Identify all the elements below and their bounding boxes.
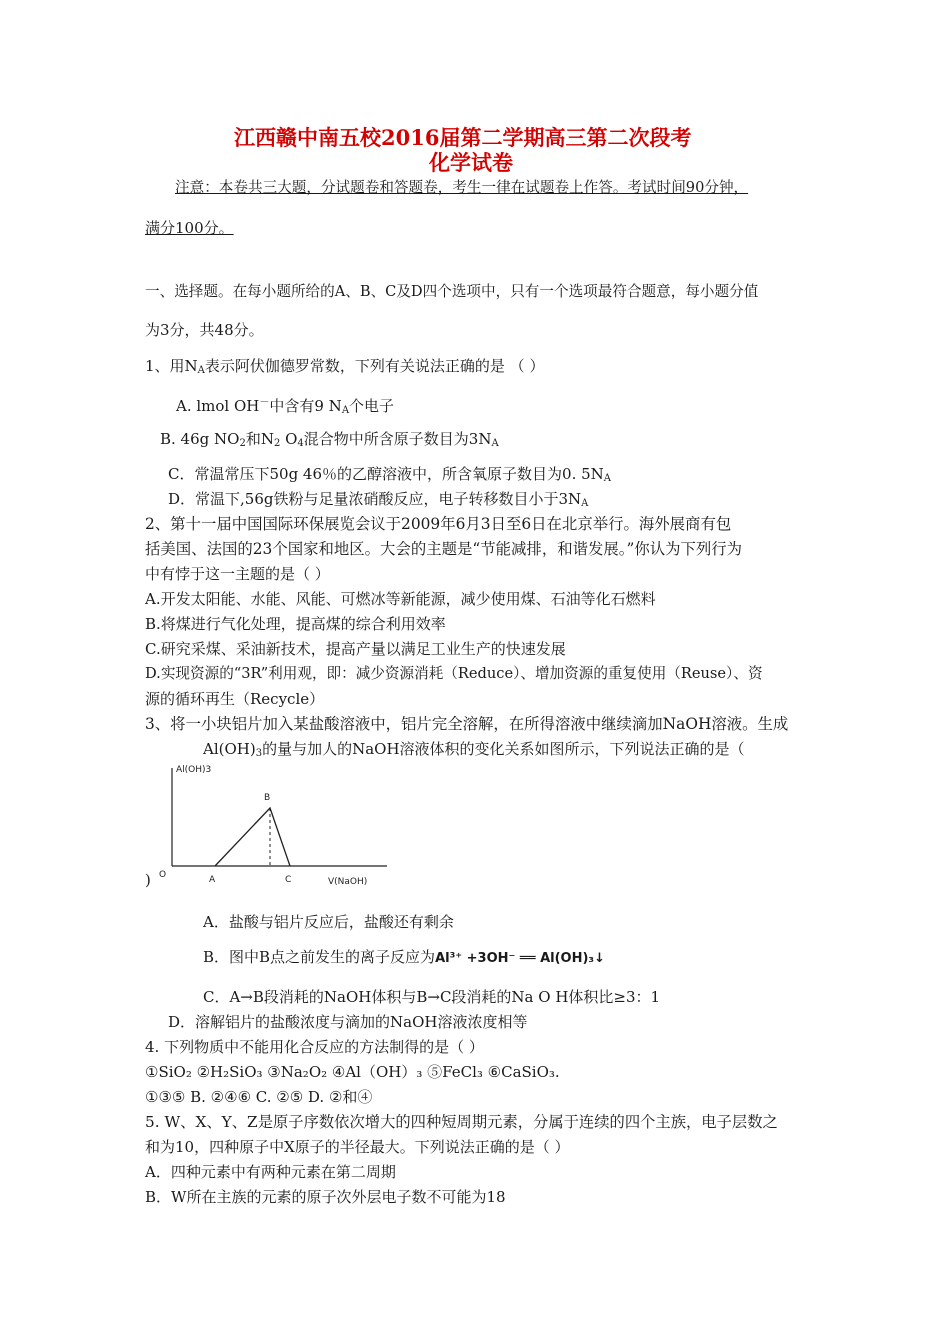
q4-stem: 4. 下列物质中不能用化合反应的方法制得的是（ ） xyxy=(145,1038,484,1056)
point-label-c: C xyxy=(285,875,292,885)
q2-option-c: C.研究采煤、采油新技术，提高产量以满足工业生产的快速发展 xyxy=(145,640,566,658)
q1-option-d: D．常温下,56g铁粉与足量浓硝酸反应，电子转移数目小于$3N_A$ xyxy=(168,490,589,509)
section-intro-line-2: 为3分，共48分。 xyxy=(145,321,264,339)
q3-stem-line-2: $Al(OH)_3$的量与加人的NaOH溶液体积的变化关系如图所示，下列说法正确的是（ xyxy=(203,740,745,759)
q5-option-b: B．W所在主族的元素的原子次外层电子数不可能为18 xyxy=(145,1188,506,1206)
point-label-a: A xyxy=(209,875,216,885)
q3-stem-close: ) xyxy=(145,871,151,889)
q2-option-b: B.将煤进行气化处理，提高煤的综合利用效率 xyxy=(145,615,446,633)
q2-stem-line-2: 括美国、法国的23个国家和地区。大会的主题是“节能减排，和谐发展。”你认为下列行为 xyxy=(145,540,743,558)
q5-stem-line-1: 5. W、X、Y、Z是原子序数依次增大的四种短周期元素，分属于连续的四个主族，电子层数之 xyxy=(145,1113,778,1131)
q2-option-a: A.开发太阳能、水能、风能、可燃冰等新能源，减少使用煤、石油等化石燃料 xyxy=(145,590,656,608)
ionic-equation: Al³⁺ +3OH⁻ ══ Al(OH)₃↓ xyxy=(435,951,606,966)
exam-subtitle: 化学试卷 xyxy=(429,150,513,175)
q1-stem: 1、用$N_A$表示阿伏伽德罗常数，下列有关说法正确的是 （ ） xyxy=(145,357,545,376)
q3-option-b: B．图中B点之前发生的离子反应为Al³⁺ +3OH⁻ ══ Al(OH)₃↓ xyxy=(203,948,606,966)
q3-option-a: A．盐酸与铝片反应后，盐酸还有剩余 xyxy=(203,913,454,931)
q4-answers: ①③⑤ B. ②④⑥ C. ②⑤ D. ②和④ xyxy=(145,1088,373,1106)
q2-option-d-line-2: 源的循环再生（Recycle） xyxy=(145,690,325,708)
q1-option-a: A. lmol OH－中含有9 $N_A$个电子 xyxy=(176,397,395,416)
aloh3-volume-chart xyxy=(150,760,410,890)
q2-stem-line-1: 2、第十一届中国国际环保展览会议于2009年6月3日至6日在北京举行。海外展商有包 xyxy=(145,515,732,533)
point-label-b: B xyxy=(264,793,271,803)
q3-option-c: C．A→B段消耗的NaOH体积与B→C段消耗的Na O H体积比≥3：1 xyxy=(203,988,661,1006)
q1-option-c: C．常温常压下50g 46％的乙醇溶液中，所含氧原子数目为0. $5N_A$ xyxy=(168,465,612,484)
notice-line-1: 注意：本卷共三大题，分试题卷和答题卷，考生一律在试题卷上作答。考试时间90分钟， xyxy=(175,179,749,196)
notice-line-2: 满分100分。 xyxy=(145,219,234,237)
section-intro-line-1: 一、选择题。在每小题所给的A、B、C及D四个选项中，只有一个选项最符合题意，每小题分值 xyxy=(145,283,759,300)
q5-option-a: A．四种元素中有两种元素在第二周期 xyxy=(145,1163,396,1181)
q3-stem-line-1: 3、将一小块铝片加入某盐酸溶液中，铝片完全溶解，在所得溶液中继续滴加NaOH溶液。生成 xyxy=(145,715,789,733)
exam-title: 江西赣中南五校2016届第二学期高三第二次段考 xyxy=(234,125,692,150)
q4-options: ①SiO₂ ②H₂SiO₃ ③Na₂O₂ ④Al（OH）₃ ⑤FeCl₃ ⑥CaSiO₃. xyxy=(145,1063,560,1081)
y-axis-label: Al(OH)3 xyxy=(176,765,212,775)
q1-option-b: B. 46g $NO_2$和$N_2$ $O_4$混合物中所含原子数目为$3N_A$ xyxy=(160,430,499,449)
series-line xyxy=(215,808,290,866)
x-axis-label: V(NaOH) xyxy=(328,877,368,887)
q5-stem-line-2: 和为10，四种原子中X原子的半径最大。下列说法正确的是（ ） xyxy=(145,1138,570,1156)
q3-option-d: D．溶解铝片的盐酸浓度与滴加的NaOH溶液浓度相等 xyxy=(168,1013,528,1031)
origin-label: O xyxy=(159,870,167,880)
q2-stem-line-3: 中有悖于这一主题的是（ ） xyxy=(145,565,330,583)
q2-option-d-line-1: D.实现资源的“3R”利用观，即：减少资源消耗（Reduce）、增加资源的重复使用（Reuse）、资 xyxy=(145,665,763,682)
